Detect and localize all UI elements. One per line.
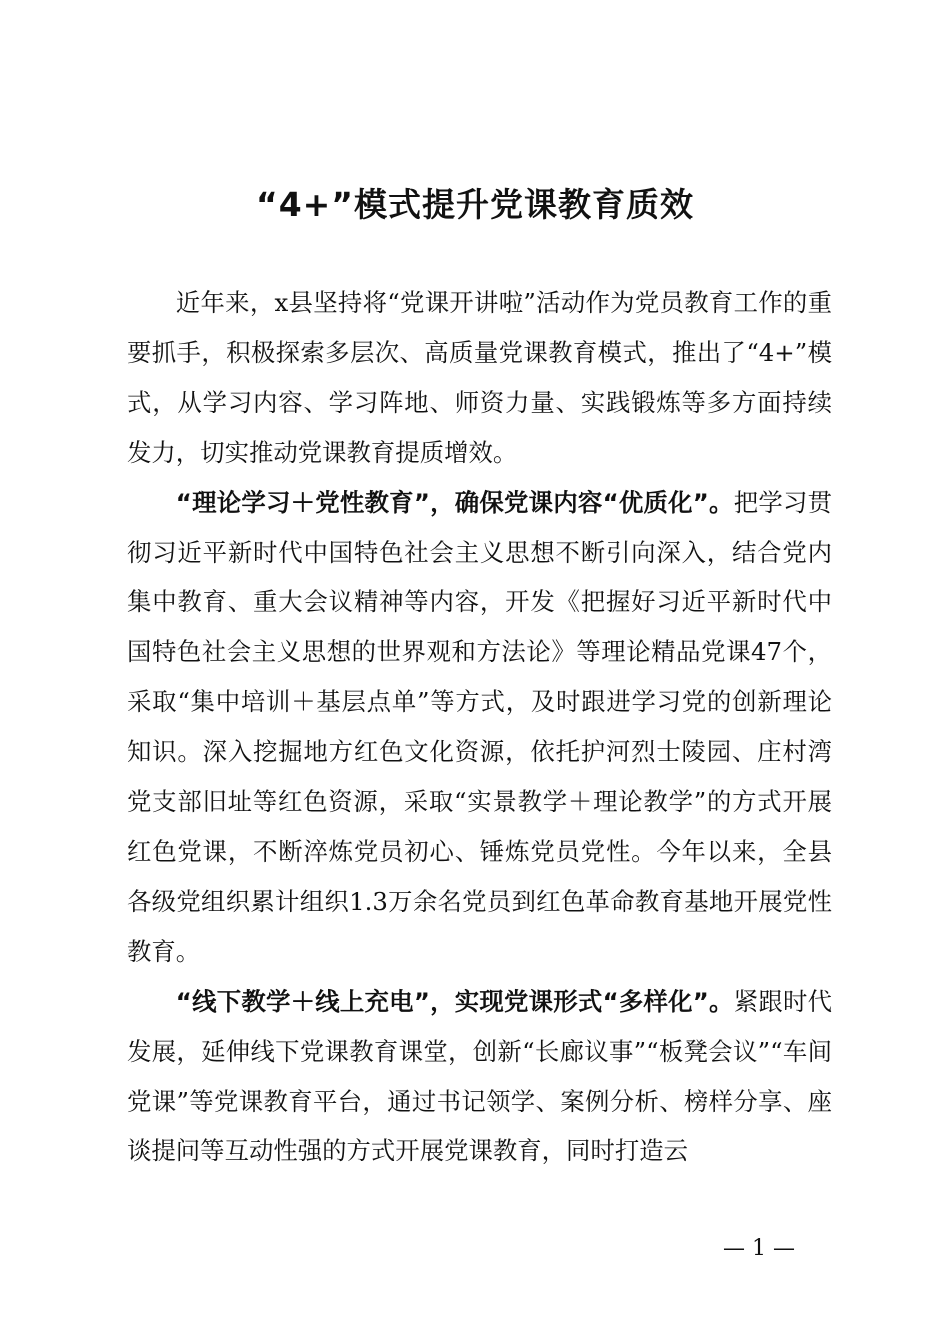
document-title: “4+”模式提升党课教育质效 xyxy=(256,185,694,224)
paragraph-theory-study xyxy=(127,478,832,977)
paragraph-text: 把学习贯彻习近平新时代中国特色社会主义思想不断引向深入，结合党内集中教育、重大会议精神等内容，开发《把握好习近平新时代中国特色社会主义思想的世界观和方法论》等理论精品党课47个，采取“集中培训＋基层点单”等方式，及时跟进学习党的创新理论知识。深入挖掘地方红色文化资源，依托护河烈士陵园、庄村湾党支部旧址等红色资源，采取“实景教学＋理论教学”的方式开展红色党课，不断淬炼党员初心、锤炼党员党性。今年以来，全县各级党组织累计组织1.3万余名党员到红色革命教育基地开展党性教育。 xyxy=(127,487,832,966)
paragraph-text: 紧跟时代发展，延伸线下党课教育课堂，创新“长廊议事”“板凳会议”“车间党课”等党课教育平台，通过书记领学、案例分析、榜样分享、座谈提问等互动性强的方式开展党课教育，同时打造云 xyxy=(127,986,832,1166)
paragraph-intro xyxy=(127,278,832,478)
paragraph-text: 近年来，x县坚持将“党课开讲啦”活动作为党员教育工作的重要抓手，积极探索多层次、高质量党课教育模式，推出了“4+”模式，从学习内容、学习阵地、师资力量、实践锻炼等多方面持续发力，切实推动党课教育提质增效。 xyxy=(127,288,832,467)
page-number: — 1 — xyxy=(723,1236,795,1261)
paragraph-lead-heading: “理论学习＋党性教育”，确保党课内容“优质化”。 xyxy=(175,487,734,517)
document-body xyxy=(127,278,832,1176)
paragraph-lead-heading: “线下教学＋线上充电”，实现党课形式“多样化”。 xyxy=(175,986,734,1016)
paragraph-offline-online xyxy=(127,977,832,1177)
